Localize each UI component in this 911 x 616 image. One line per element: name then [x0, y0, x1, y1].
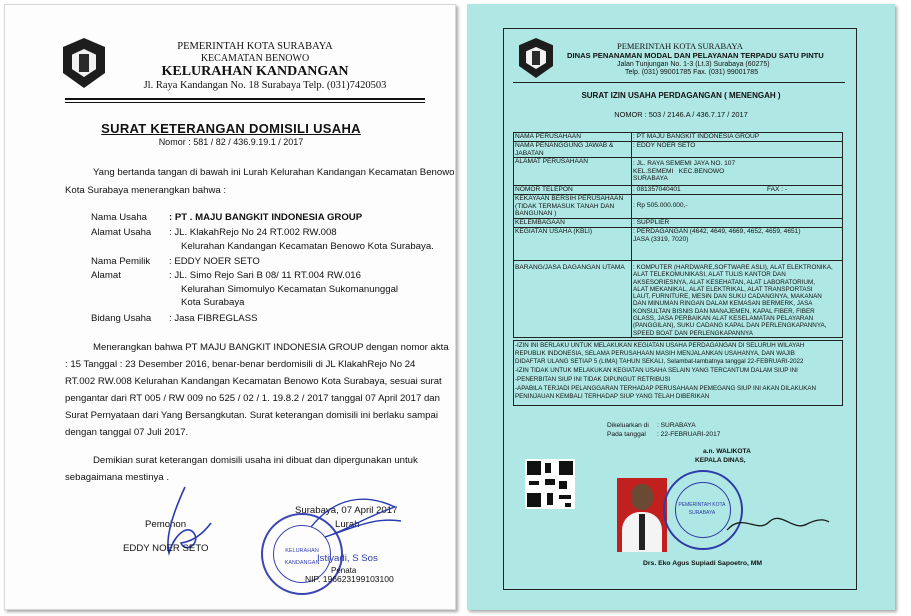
- head-signature: [723, 504, 833, 544]
- signatory-position: KEPALA DINAS,: [695, 457, 746, 464]
- field-value-address-1: : JL. Simo Rejo Sari B 08/ 11 RT.004 RW.016: [169, 270, 361, 281]
- license-header-government: PEMERINTAH KOTA SURABAYA: [617, 41, 743, 51]
- field-value-address-2: Kelurahan Simomulyo Kecamatan Sukomanunggal: [181, 284, 399, 295]
- stamp-text: KELURAHAN KANDANGAN: [284, 548, 320, 566]
- row-value-responsible: : EDDY NOER SETO: [633, 142, 696, 149]
- row-label-responsible: NAMA PENANGGUNG JAWAB & JABATAN: [515, 142, 614, 157]
- note-line-7: PENINJAUAN KEMBALI TERHADAP SIUP YANG TELAH DIBERIKAN: [515, 393, 710, 400]
- field-label-business-field: Bidang Usaha: [91, 313, 152, 324]
- applicant-title: Pemohon: [145, 519, 187, 530]
- note-line-6: -APABILA TERJADI PELANGGARAN TERHADAP PERUSAHAAN PEMEGANG SIUP INI AKAN DILAKUKAN: [515, 385, 816, 392]
- license-header-address: Jalan Tunjungan No. 1-3 (Lt.3) Surabaya (60275): [617, 61, 770, 68]
- row-label-address: ALAMAT PERUSAHAAN: [515, 158, 589, 165]
- body-line-2: : 15 Tanggal : 23 Desember 2016, benar-benar berdomisili di JL KlakahRejo No 24: [65, 359, 416, 370]
- closing-line-2: sebagaimana mestinya .: [65, 472, 169, 483]
- body-line-4: pengantar dari RT 005 / RW 009 no 525 / 02 / 1. 19.8.2 / 2017 tanggal 07 April 2017 dan: [65, 393, 440, 404]
- row-label-company: NAMA PERUSAHAAN: [515, 133, 581, 140]
- license-header-divider: [513, 82, 845, 83]
- letterhead-district: KECAMATAN BENOWO: [200, 53, 310, 64]
- row-label-institution: KELEMBAGAAN: [515, 219, 565, 226]
- table-column-divider: [631, 132, 632, 338]
- agency-stamp-text: PEMERINTAH KOTA SURABAYA: [678, 502, 726, 516]
- row-label-net-worth: KEKAYAAN BERSIH PERUSAHAAN (TIDAK TERMASUK TANAH DAN BANGUNAN ): [515, 195, 624, 218]
- issued-date-value: : 22-FEBRUARI-2017: [657, 431, 721, 438]
- signatory-on-behalf: a.n. WALIKOTA: [703, 448, 751, 455]
- field-label-owner: Nama Pemilik: [91, 256, 151, 267]
- note-line-1: -IZIN INI BERLAKU UNTUK MELAKUKAN KEGIATAN USAHA PERDAGANGAN DI SELURUH WILAYAH: [515, 342, 805, 349]
- lurah-nip: NIP. 196623199103100: [305, 574, 394, 584]
- body-line-5: Surat Pernyataan dari Yang Bersangkutan. Surat keterangan domisili ini berlaku sampai: [65, 410, 438, 421]
- note-line-2: REPUBLIK INDONESIA, SELAMA PERUSAHAAN MASIH MENJALANKAN USAHANYA, DAN WAJIB: [515, 350, 795, 357]
- intro-line-2: Kota Surabaya menerangkan bahwa :: [65, 185, 227, 196]
- issued-at-label: Dikeluarkan di: [607, 422, 649, 429]
- lurah-name: Istiyadi, S Sos: [317, 553, 378, 564]
- body-line-1: Menerangkan bahwa PT MAJU BANGKIT INDONESIA GROUP dengan nomor akta: [93, 342, 449, 353]
- body-line-6: dengan tanggal 07 Juli 2017.: [65, 427, 189, 438]
- row-value-company: : PT MAJU BANGKIT INDONESIA GROUP: [633, 133, 760, 140]
- row-value-goods: : KOMPUTER (HARDWARE,SOFTWARE ASLI), ALAT ELEKTRONIKA, ALAT TELEKOMUNIKASI, ALAT TULIS KANTOR DAN AKSESORIESNYA, ALAT KESEHATAN, ALAT LABORATORIUM, ALAT MEKANIKAL, ALAT ELEKTRIKAL, ALAT TRANSPORTASI LAUT, FURNITURE, MESIN DAN SUKU CADANGNYA, MAKANAN DAN MINUMAN RINGAN DALAM KEMASAN BERMERK, JASA KONSULTAN BISNIS DAN MANAJEMEN, KAPAL FIBER, FIBER GLASS, JASA PERBAIKAN ALAT KESELAMATAN PELAYARAN (PANGGILAN), SUKU CADANG KAPAL DAN PERLENGKAPANNYA, SPEED BOAT DAN PERLENGKAPANNYA: [633, 264, 833, 337]
- field-label-business-name: Nama Usaha: [91, 212, 147, 223]
- license-title: SURAT IZIN USAHA PERDAGANGAN ( MENENGAH ): [581, 91, 781, 100]
- note-line-3: DIDAFTAR ULANG SETIAP 5 (LIMA) TAHUN SEKALI, Selambat-lambatnya tanggal 22-FEBRUARI-2022: [515, 358, 804, 365]
- field-value-business-address-1: : JL. KlakahRejo No 24 RT.002 RW.008: [169, 227, 337, 238]
- row-value-net-worth: : Rp 505.000.000,-: [633, 202, 688, 209]
- letterhead-address: Jl. Raya Kandangan No. 18 Surabaya Telp. (031)7420503: [143, 80, 387, 91]
- trade-license: [467, 4, 895, 610]
- note-line-5: -PENERBITAN SIUP INI TIDAK DIPUNGUT RETRIBUSI: [515, 376, 671, 383]
- letter-title: SURAT KETERANGAN DOMISILI USAHA: [101, 121, 361, 136]
- place-date: Surabaya, 07 April 2017: [295, 505, 398, 516]
- license-number: NOMOR : 503 / 2146.A / 436.7.17 / 2017: [614, 110, 748, 119]
- row-label-kbli: KEGIATAN USAHA (KBLI): [515, 228, 593, 235]
- letter-number: Nomor : 581 / 82 / 436.9.19.1 / 2017: [158, 137, 304, 147]
- table-row-divider: [513, 260, 843, 261]
- applicant-name: EDDY NOER SETO: [123, 543, 209, 554]
- signatory-name: Drs. Eko Agus Supiadi Sapoetro, MM: [643, 560, 763, 567]
- row-label-goods: BARANG/JASA DAGANGAN UTAMA: [515, 264, 625, 271]
- lurah-signature: [305, 487, 405, 547]
- row-value-fax: FAX : -: [767, 186, 788, 193]
- closing-line-1: Demikian surat keterangan domisili usaha ini dibuat dan dipergunakan untuk: [93, 455, 418, 466]
- letterhead-village: KELURAHAN KANDANGAN: [161, 64, 349, 79]
- field-label-address: Alamat: [91, 270, 121, 281]
- letterhead-divider: [65, 98, 425, 103]
- license-header-agency: DINAS PENANAMAN MODAL DAN PELAYANAN TERPADU SATU PINTU: [567, 51, 824, 60]
- issued-at-value: : SURABAYA: [657, 422, 696, 429]
- row-value-address: : JL. RAYA SEMEMI JAYA NO. 107 KEL.SEMEMI KEC.BENOWO SURABAYA: [633, 160, 736, 183]
- lurah-title: Lurah: [335, 519, 360, 530]
- field-value-business-field: : Jasa FIBREGLASS: [169, 313, 258, 324]
- license-header-phone: Telp. (031) 99001785 Fax. (031) 99001785: [625, 69, 759, 76]
- row-label-phone: NOMOR TELEPON: [515, 186, 573, 193]
- holder-photo: [617, 478, 667, 552]
- domicile-letter: [4, 4, 456, 610]
- field-value-business-address-2: Kelurahan Kandangan Kecamatan Benowo Kota Surabaya.: [181, 241, 434, 252]
- body-line-3: RT.002 RW.008 Kelurahan Kandangan Kecamatan Benowo Kota Surabaya, sesuai surat: [65, 376, 442, 387]
- field-value-address-3: Kota Surabaya: [181, 297, 245, 308]
- note-line-4: -IZIN TIDAK UNTUK MELAKUKAN KEGIATAN USAHA SELAIN YANG TERCANTUM DALAM SIUP INI: [515, 367, 798, 374]
- lurah-rank: Penata: [331, 566, 357, 575]
- field-label-business-address: Alamat Usaha: [91, 227, 152, 238]
- row-value-institution: : SUPPLIER: [633, 219, 670, 226]
- intro-line-1: Yang bertanda tangan di bawah ini Lurah Kelurahan Kandangan Kecamatan Benowo: [93, 167, 455, 178]
- field-value-business-name: : PT . MAJU BANGKIT INDONESIA GROUP: [169, 212, 363, 223]
- issued-date-label: Pada tanggal: [607, 431, 646, 438]
- qr-code-icon: [525, 459, 575, 509]
- row-value-phone: : 081357040401: [633, 186, 681, 193]
- letterhead-government: PEMERINTAH KOTA SURABAYA: [177, 41, 333, 52]
- row-value-kbli: : PERDAGANGAN (4642, 4649, 4669, 4652, 4659, 4651) JASA (3319, 7020): [633, 228, 801, 243]
- field-value-owner: : EDDY NOER SETO: [169, 256, 260, 267]
